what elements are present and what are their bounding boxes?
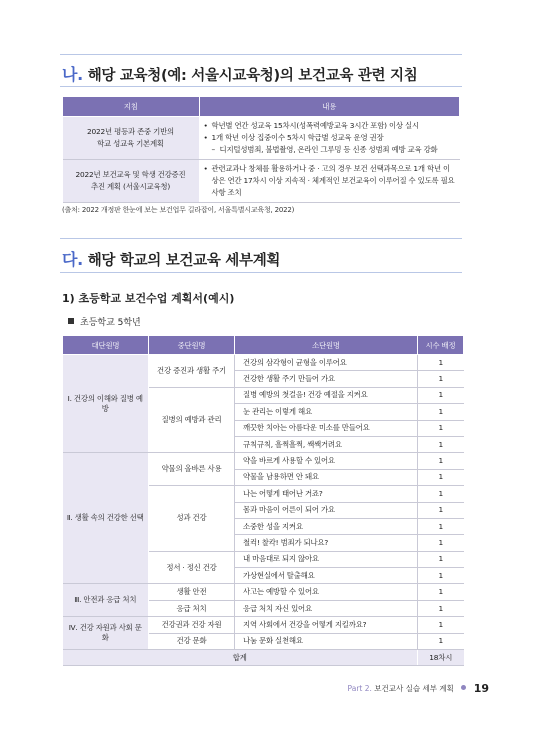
col-header-subunit: 중단원명 [149,336,235,355]
lesson-cell: 지역 사회에서 건강을 어떻게 지킬까요? [235,617,418,633]
footer-title: 보건교사 실습 세부 계획 [374,684,454,693]
total-label: 합계 [63,650,418,666]
lesson-cell: 내 마음대로 되지 않아요 [235,551,418,567]
lesson-plan-table [62,335,464,666]
subunit-cell: 약물의 올바른 사용 [149,453,235,486]
hours-cell: 1 [418,502,464,518]
section-title-text: 해당 학교의 보건교육 세부계획 [87,253,281,269]
table-row [63,355,464,371]
bullet-icon: – [211,145,215,154]
guideline-row [63,160,460,203]
subunit-cell: 건강 증진과 생활 주기 [149,355,235,388]
guideline-row [63,117,460,160]
page-footer [348,682,489,695]
subunit-cell: 질병의 예방과 관리 [149,387,235,453]
subunit-cell: 응급 처치 [149,600,235,616]
guideline-name-line: 2022년 평등과 존중 기반의 [87,127,174,136]
col-header-hours: 시수 배정 [418,336,464,355]
hours-cell: 1 [418,600,464,616]
table-row [63,453,464,469]
lesson-cell: 눈 관리는 이렇게 해요 [235,404,418,420]
table-row [63,584,464,600]
guideline-item-text: 1개 학년 이상 집중이수 5차시 학급별 성교육 운영 권장 [211,133,384,142]
lesson-cell: 나는 어떻게 태어난 거죠? [235,486,418,502]
hours-cell: 1 [418,453,464,469]
lesson-cell: 질병 예방의 첫걸음! 건강 예절을 지켜요 [235,387,418,403]
guideline-content [199,160,460,203]
hours-cell: 1 [418,568,464,584]
subunit-cell: 생활 안전 [149,584,235,600]
col-header-guideline: 지침 [63,97,200,117]
lesson-cell: 건강의 삼각형이 균형을 이루어요 [235,355,418,371]
subunit-cell: 건강권과 건강 자원 [149,617,235,633]
guideline-item-text: 학년별 연간 성교육 15차시(성폭력예방교육 3시간 포함) 이상 실시 [211,121,419,130]
col-header-unit: 대단원명 [63,336,149,355]
bullet-icon: • [203,164,208,173]
bullet-icon: • [203,121,208,130]
lesson-cell: 가상현실에서 탈출해요 [235,568,418,584]
hours-cell: 1 [418,617,464,633]
subunit-cell: 건강 문화 [149,633,235,649]
lesson-cell: 규칙규칙, 흘쩍흘쩍, 쌕쌕거려요 [235,436,418,452]
lesson-cell: 철컥! 찰칵! 범죄가 되나요? [235,535,418,551]
unit-cell: Ⅰ. 건강의 이해와 질병 예방 [63,355,149,453]
section-title-na [62,62,417,85]
hours-cell: 1 [418,469,464,485]
guideline-item [204,144,456,156]
lesson-cell: 깨끗한 치아는 아름다운 미소를 만들어요 [235,420,418,436]
unit-cell: Ⅱ. 생활 속의 건강한 선택 [63,453,149,584]
guideline-table [62,96,460,203]
hours-cell: 1 [418,518,464,534]
section-rule [60,238,462,239]
section-rule [60,86,462,87]
footer-part: Part 2. [347,684,372,693]
hours-cell: 1 [418,486,464,502]
table-row [63,617,464,633]
dot-icon [461,685,466,690]
hours-cell: 1 [418,420,464,436]
guideline-name-line: 2022년 보건교육 및 학생 건강증진 [75,170,186,179]
source-note: (출처: 2022 개정판 한눈에 보는 보건업무 길라잡이, 서울특별시교육청, 2022) [62,206,295,214]
hours-cell: 1 [418,371,464,387]
hours-cell: 1 [418,633,464,649]
guideline-content [199,117,460,160]
lesson-cell: 약물을 남용하면 안 돼요 [235,469,418,485]
guideline-name-line: 학교 성교육 기본계획 [97,139,164,148]
lesson-cell: 응급 처치 자신 있어요 [235,600,418,616]
guideline-name-line: 추진 계획 (서울시교육청) [90,182,171,191]
grade-label [68,315,141,328]
hours-cell: 1 [418,551,464,567]
hours-cell: 1 [418,584,464,600]
section-rule [60,272,462,273]
lesson-cell: 소중한 성을 지켜요 [235,518,418,534]
guideline-item [204,132,456,144]
lesson-cell: 몸과 마음이 어른이 되어 가요 [235,502,418,518]
bullet-icon: • [203,133,208,142]
hours-cell: 1 [418,404,464,420]
square-bullet-icon [68,318,74,324]
guideline-name [63,160,200,203]
lesson-cell: 사고는 예방할 수 있어요 [235,584,418,600]
guideline-item-text: 디지털성범죄, 불법촬영, 온라인 그루밍 등 신종 성범죄 예방 교육 강화 [219,145,438,154]
lesson-cell: 약을 바르게 사용할 수 있어요 [235,453,418,469]
subunit-cell: 성과 건강 [149,486,235,552]
page-number: 19 [473,682,489,695]
col-header-content: 내용 [199,97,460,117]
guideline-item-text: 관련교과나 창체를 활용하거나 중 · 고의 경우 보건 선택과목으로 1개 학년 이상은 연간 17차시 이상 지속적 · 체계적인 보건교육이 이루어질 수 있도록 필요사항 조치 [211,164,455,197]
guideline-item [204,163,456,199]
lesson-cell: 나눔 문화 실천해요 [235,633,418,649]
grade-label-text: 초등학교 5학년 [80,318,141,328]
lesson-cell: 건강한 생활 주기 만들어 가요 [235,371,418,387]
hours-cell: 1 [418,436,464,452]
hours-cell: 1 [418,355,464,371]
col-header-lesson: 소단원명 [235,336,418,355]
top-rule [60,54,462,55]
section-title-da [62,247,280,270]
subheading: 1) 초등학교 보건수업 계획서(예시) [62,292,235,305]
unit-cell: Ⅳ. 건강 자원과 사회 문화 [63,617,149,650]
section-mark: 나. [62,65,83,84]
guideline-item [204,120,456,132]
section-title-text: 해당 교육청(예: 서울시교육청)의 보건교육 관련 지침 [87,68,418,84]
subunit-cell: 정서 · 정신 건강 [149,551,235,584]
hours-cell: 1 [418,387,464,403]
hours-cell: 1 [418,535,464,551]
total-row [63,650,464,666]
guideline-name [63,117,200,160]
unit-cell: Ⅲ. 안전과 응급 처치 [63,584,149,617]
section-mark: 다. [62,250,83,269]
total-value: 18차시 [418,650,464,666]
